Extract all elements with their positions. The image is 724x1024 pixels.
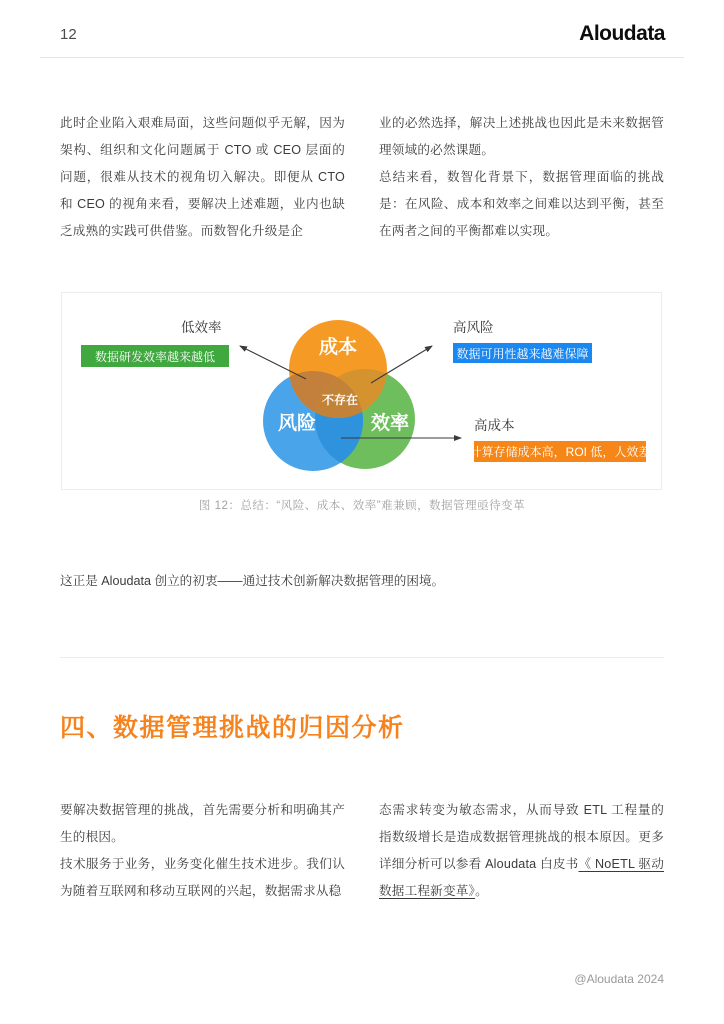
paragraph xyxy=(379,797,664,905)
high-cost-label: 高成本 xyxy=(474,418,515,433)
whitepaper-link[interactable]: 《 NoETL 驱动数据工程新变革》 xyxy=(379,857,664,898)
venn-figure-card xyxy=(61,292,662,490)
figure-caption: 图 12：总结：“风险、成本、效率”难兼顾，数据管理亟待变革 xyxy=(198,500,526,512)
header-divider xyxy=(40,57,684,58)
paragraph-text: 。 xyxy=(475,884,488,898)
top-text-columns xyxy=(60,110,664,245)
low-efficiency-callout: 数据研发效率越来越低 xyxy=(81,345,229,367)
high-cost-callout: 计算存储成本高，ROI 低，人效差 xyxy=(474,441,646,462)
efficiency-circle-label: 效率 xyxy=(370,413,410,434)
section-divider xyxy=(60,657,664,658)
bottom-right-column xyxy=(379,797,664,905)
top-left-column xyxy=(60,110,345,245)
section-heading: 四、数据管理挑战的归因分析 xyxy=(60,714,405,742)
paragraph: 业的必然选择，解决上述挑战也因此是未来数据管理领域的必然课题。 xyxy=(379,116,664,157)
bottom-text-columns xyxy=(60,797,664,905)
brand-logo: Aloudata xyxy=(579,22,665,45)
paragraph: 总结来看，数智化背景下，数据管理面临的挑战是：在风险、成本和效率之间难以达到平衡，甚至在两者之间的平衡都难以实现。 xyxy=(379,170,664,238)
bottom-left-column xyxy=(60,797,345,905)
footer-credit: @Aloudata 2024 xyxy=(574,972,664,986)
high-risk-label: 高风险 xyxy=(453,320,494,335)
paragraph: 要解决数据管理的挑战，首先需要分析和明确其产生的根因。 xyxy=(60,803,345,844)
cost-circle-label: 成本 xyxy=(318,337,358,358)
venn-center-label: 不存在 xyxy=(321,393,359,407)
paragraph: 技术服务于业务，业务变化催生技术进步。我们认为随着互联网和移动互联网的兴起，数据需求从稳 xyxy=(60,857,345,898)
paragraph: 此时企业陷入艰难局面，这些问题似乎无解，因为架构、组织和文化问题属于 CTO 或 CEO 层面的问题，很难从技术的视角切入解决。即便从 CTO 和 CEO 的视角来看，要解决上述难题，业内也缺乏成熟的实践可供借鉴。而数智化升级是企 xyxy=(60,116,345,238)
paragraph-text: 态需求转变为敏态需求，从而导致 ETL 工程量的指数级增长是造成数据管理挑战的根本原因。更多详细分析可以参看 Aloudata 白皮书 xyxy=(379,803,664,871)
risk-circle-label: 风险 xyxy=(277,413,317,434)
top-right-column xyxy=(379,110,664,245)
mid-sentence: 这正是 Aloudata 创立的初衷——通过技术创新解决数据管理的困境。 xyxy=(60,574,445,588)
high-risk-callout: 数据可用性越来越难保障 xyxy=(453,343,592,363)
low-efficiency-label: 低效率 xyxy=(181,320,222,335)
page-number: 12 xyxy=(60,26,77,43)
